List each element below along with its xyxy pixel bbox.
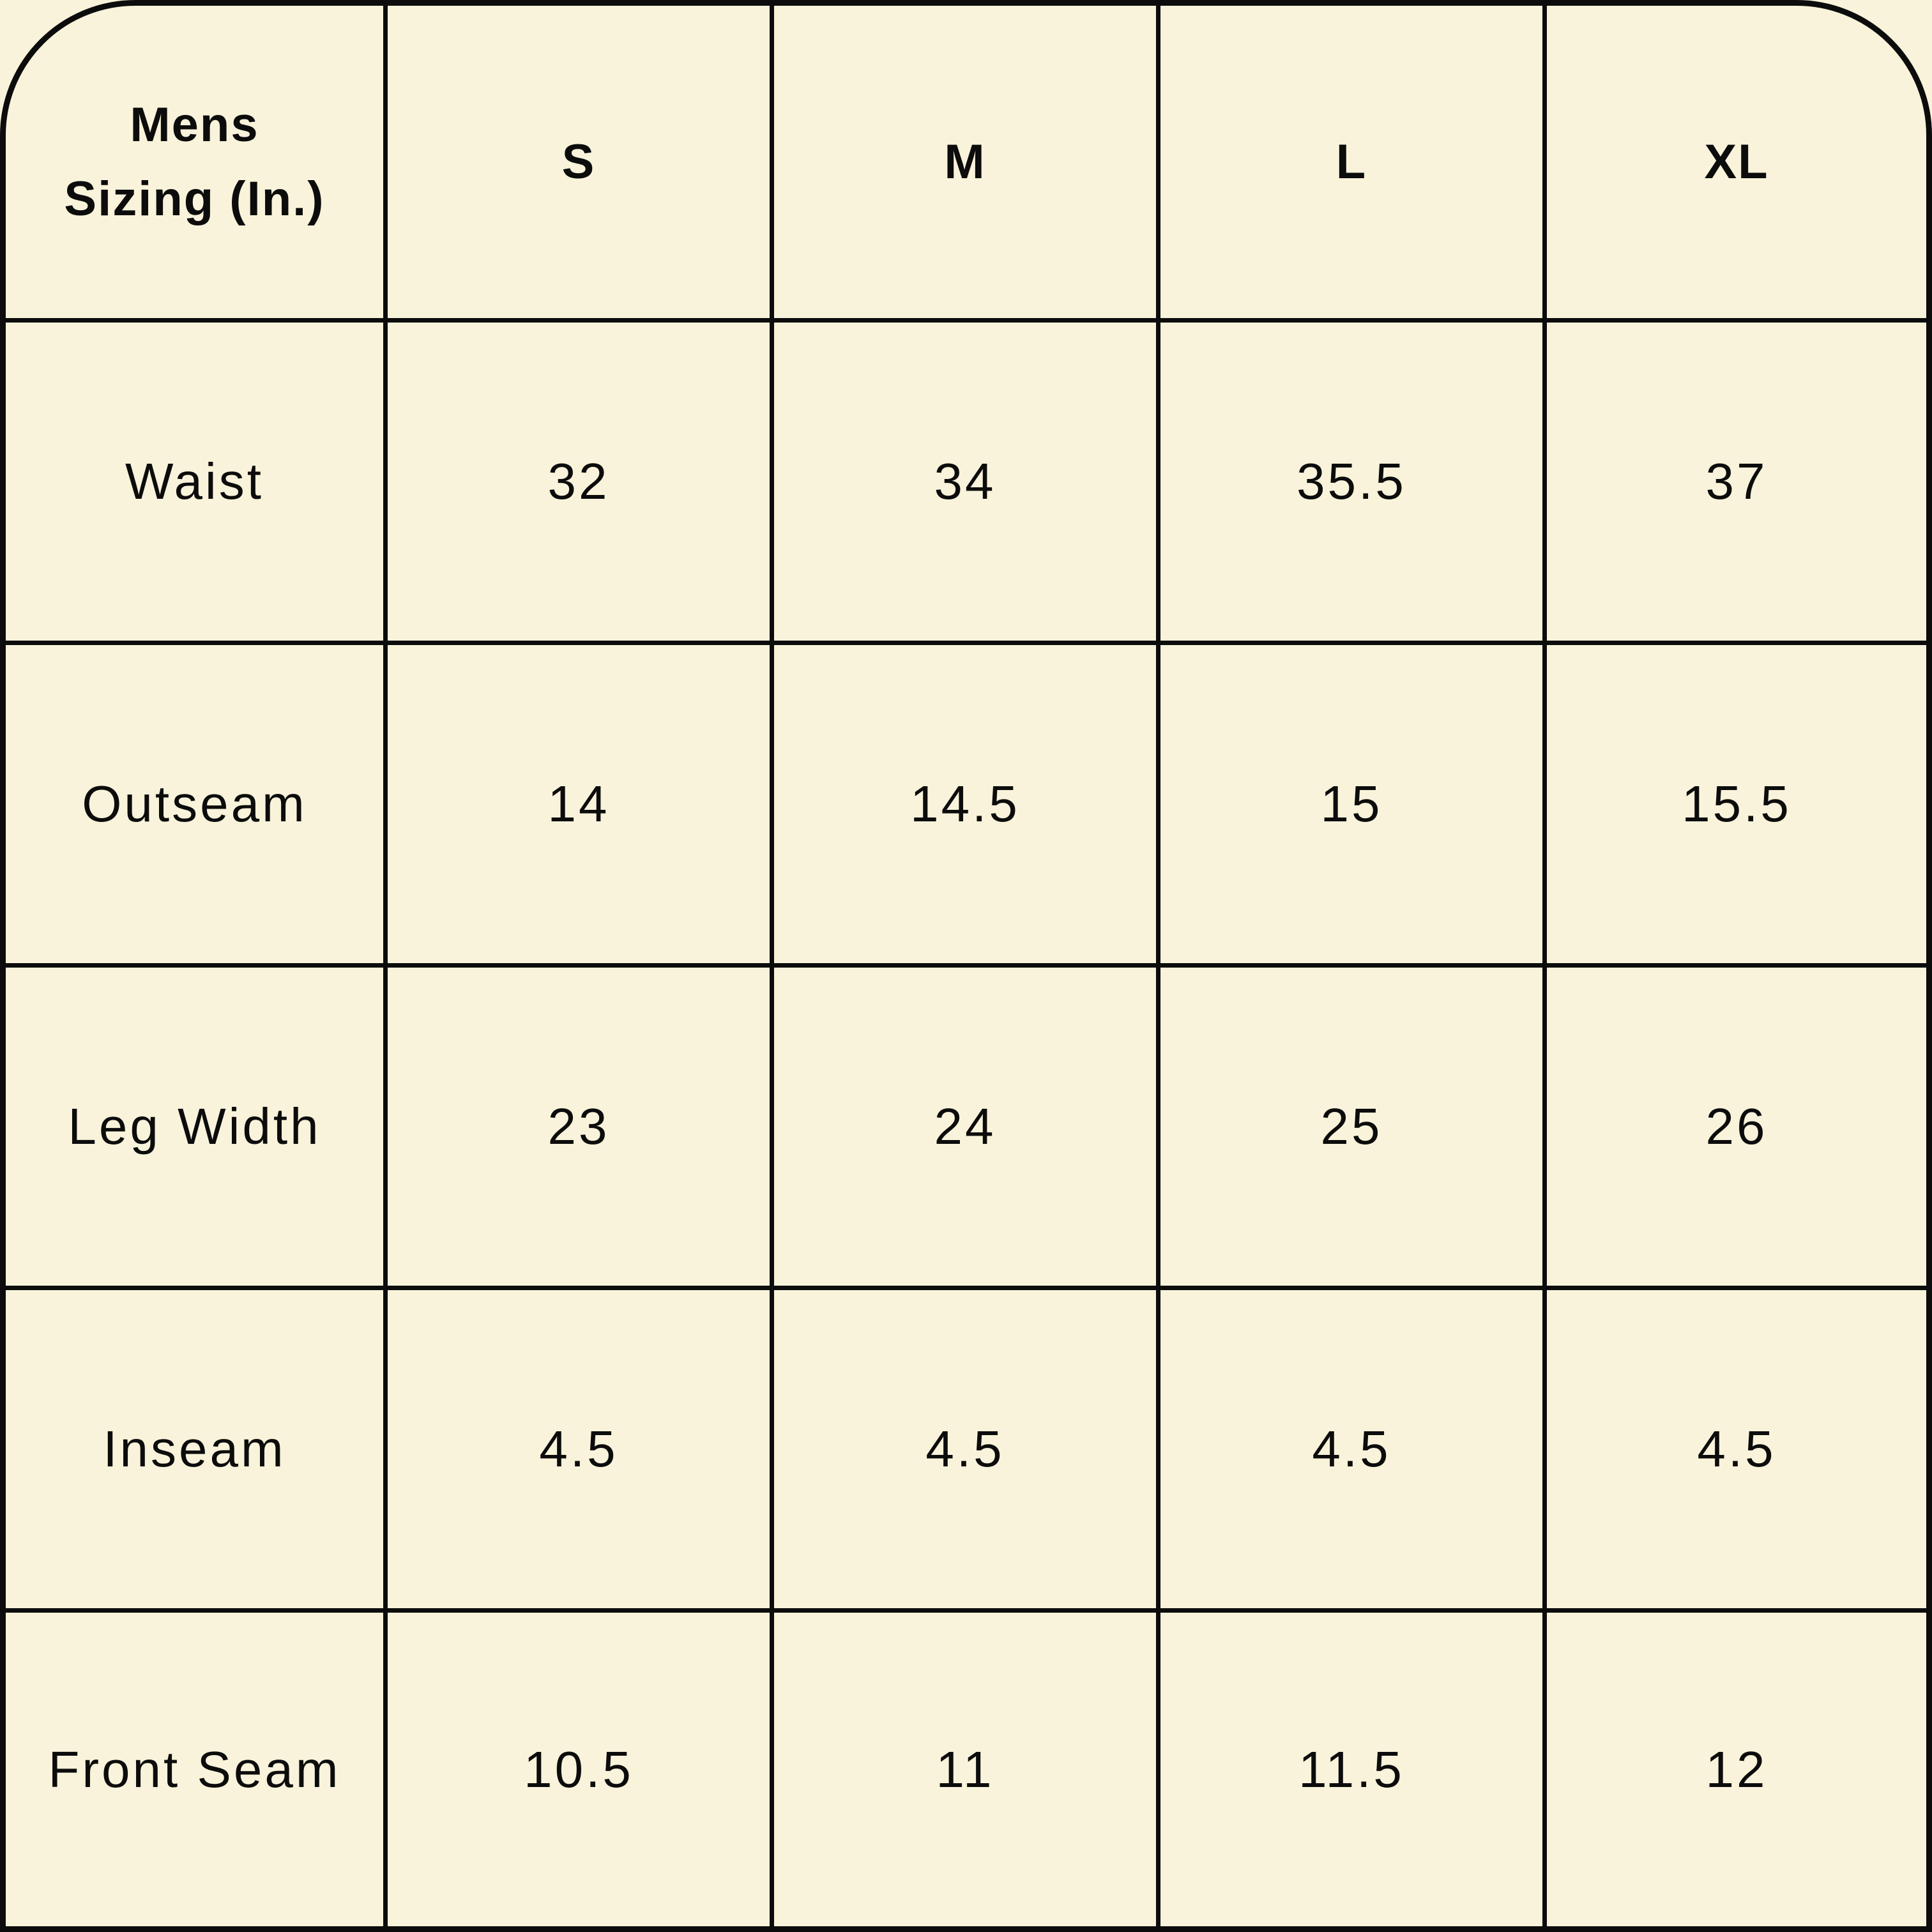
front-seam-m-value: 11 (774, 1613, 1160, 1926)
table-title (64, 88, 324, 236)
table-title-line-1: Mens (130, 97, 259, 152)
inseam-xl-value: 4.5 (1547, 1290, 1926, 1613)
leg-width-s-value: 23 (388, 968, 774, 1290)
front-seam-l-value: 11.5 (1160, 1613, 1547, 1926)
waist-xl-value: 37 (1547, 323, 1926, 645)
inseam-s-value: 4.5 (388, 1290, 774, 1613)
outseam-s-value: 14 (388, 645, 774, 968)
leg-width-m-value: 24 (774, 968, 1160, 1290)
column-header-xl: XL (1547, 6, 1926, 323)
leg-width-l-value: 25 (1160, 968, 1547, 1290)
column-header-m: M (774, 6, 1160, 323)
column-header-l: L (1160, 6, 1547, 323)
row-label-front-seam: Front Seam (6, 1613, 388, 1926)
table-title-line-2: Sizing (In.) (64, 171, 325, 226)
table-title-cell (6, 6, 388, 323)
front-seam-xl-value: 12 (1705, 1740, 1768, 1798)
outseam-m-value: 14.5 (774, 645, 1160, 968)
row-label-inseam: Inseam (6, 1290, 388, 1613)
inseam-m-value: 4.5 (774, 1290, 1160, 1613)
outseam-l-value: 15 (1160, 645, 1547, 968)
outseam-xl-value: 15.5 (1547, 645, 1926, 968)
waist-m-value: 34 (774, 323, 1160, 645)
column-header-s: S (388, 6, 774, 323)
waist-s-value: 32 (388, 323, 774, 645)
row-label-leg-width: Leg Width (6, 968, 388, 1290)
leg-width-xl-value: 26 (1547, 968, 1926, 1290)
row-label-waist: Waist (6, 323, 388, 645)
waist-l-value: 35.5 (1160, 323, 1547, 645)
inseam-l-value: 4.5 (1160, 1290, 1547, 1613)
row-label-outseam: Outseam (6, 645, 388, 968)
front-seam-s-value: 10.5 (388, 1613, 774, 1926)
